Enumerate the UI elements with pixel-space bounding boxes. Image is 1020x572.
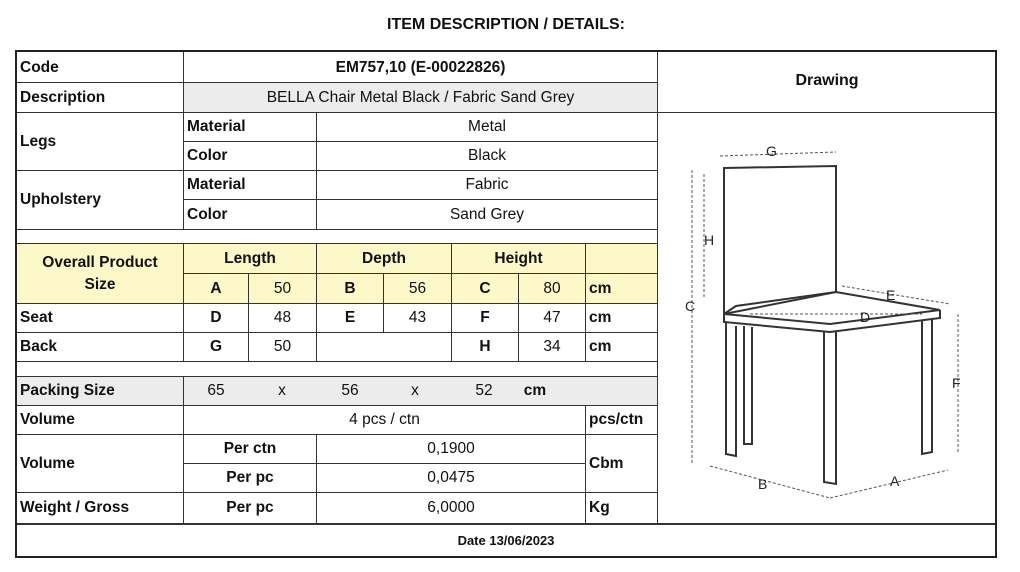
dim-label-f: F — [952, 375, 961, 391]
legs-material-value: Metal — [468, 118, 506, 135]
length-header: Length — [224, 249, 276, 267]
chair-leg-front-left — [824, 332, 836, 484]
chair-leg-back-left — [726, 322, 736, 456]
dim-h-letter: H — [479, 338, 491, 355]
weight-per-pc-label: Per pc — [226, 499, 274, 516]
weight-label: Weight / Gross — [20, 499, 130, 516]
overall-unit: cm — [589, 279, 612, 297]
dim-b-value: 56 — [408, 279, 427, 297]
dim-label-e: E — [886, 287, 896, 303]
chair-drawing — [660, 114, 990, 509]
upholstery-color-label: Color — [187, 205, 228, 223]
upholstery-color-value: Sand Grey — [449, 205, 525, 223]
dim-d-letter: D — [210, 309, 222, 326]
packing-height: 52 — [475, 382, 493, 399]
dim-label-c: C — [685, 298, 696, 314]
code-label: Code — [20, 58, 59, 76]
dim-a-letter: A — [210, 279, 222, 297]
dim-a-value: 50 — [273, 279, 292, 297]
packing-x-1: x — [278, 382, 286, 399]
dim-h-value: 34 — [543, 338, 561, 355]
page-title: ITEM DESCRIPTION / DETAILS: — [387, 16, 625, 33]
volume-unit: Cbm — [589, 454, 624, 472]
dim-e-letter: E — [344, 309, 356, 326]
seat-label: Seat — [20, 309, 53, 326]
depth-header: Depth — [362, 249, 406, 267]
dim-e-value: 43 — [408, 309, 427, 326]
chair-backrest — [724, 166, 836, 314]
code-value: EM757,10 (E-00022826) — [335, 58, 506, 76]
volume-per-pc-value: 0,0475 — [427, 469, 475, 486]
upholstery-label: Upholstery — [20, 191, 101, 208]
dim-label-a: A — [890, 473, 900, 489]
dim-label-h: H — [704, 232, 715, 248]
col-line — [657, 52, 658, 523]
row-line — [17, 361, 657, 362]
dim-line-a — [830, 470, 948, 498]
legs-color-label: Color — [187, 147, 228, 164]
dim-g-letter: G — [209, 338, 223, 355]
row-line — [17, 229, 657, 230]
dim-f-value: 47 — [543, 309, 561, 326]
volume-per-ctn-value: 0,1900 — [427, 440, 475, 457]
legs-color-value: Black — [468, 147, 506, 164]
packing-width: 56 — [341, 382, 359, 399]
legs-material-label: Material — [187, 118, 246, 135]
height-header: Height — [494, 249, 543, 267]
dim-line-g — [720, 152, 836, 156]
dim-label-b: B — [758, 476, 768, 492]
dim-d-value: 48 — [273, 309, 292, 326]
dim-c-value: 80 — [543, 279, 561, 297]
dim-b-letter: B — [344, 279, 356, 297]
dim-line-b — [710, 466, 830, 498]
dim-g-value: 50 — [273, 338, 292, 355]
chair-leg-back-inner — [744, 326, 752, 444]
dim-label-d: D — [860, 309, 871, 325]
volume-pcs-unit: pcs/ctn — [589, 411, 644, 428]
upholstery-material-value: Fabric — [465, 176, 509, 193]
chair-leg-front-right — [922, 319, 932, 454]
packing-label: Packing Size — [20, 382, 115, 399]
volume-per-ctn-label: Per ctn — [223, 440, 277, 457]
dim-f-letter: F — [480, 309, 490, 326]
weight-value: 6,0000 — [427, 499, 475, 516]
packing-length: 65 — [207, 382, 225, 399]
drawing-label: Drawing — [795, 72, 859, 89]
legs-label: Legs — [20, 132, 57, 150]
packing-unit: cm — [523, 382, 547, 399]
upholstery-material-label: Material — [187, 176, 246, 193]
back-label: Back — [20, 338, 58, 355]
description-label: Description — [20, 88, 106, 106]
packing-x-2: x — [411, 382, 419, 399]
description-value: BELLA Chair Metal Black / Fabric Sand Grey — [266, 88, 575, 106]
date-footer: Date 13/06/2023 — [457, 533, 555, 548]
volume-pcs-label: Volume — [20, 411, 75, 428]
volume-per-pc-label: Per pc — [226, 469, 274, 486]
overall-size-label: Overall Product Size — [42, 253, 158, 293]
seat-unit: cm — [589, 309, 612, 326]
back-unit: cm — [589, 338, 612, 355]
volume-pcs-value: 4 pcs / ctn — [349, 411, 420, 428]
dim-c-letter: C — [479, 279, 491, 297]
volume-label: Volume — [20, 454, 75, 472]
dim-label-g: G — [766, 143, 777, 159]
weight-unit: Kg — [589, 499, 610, 516]
